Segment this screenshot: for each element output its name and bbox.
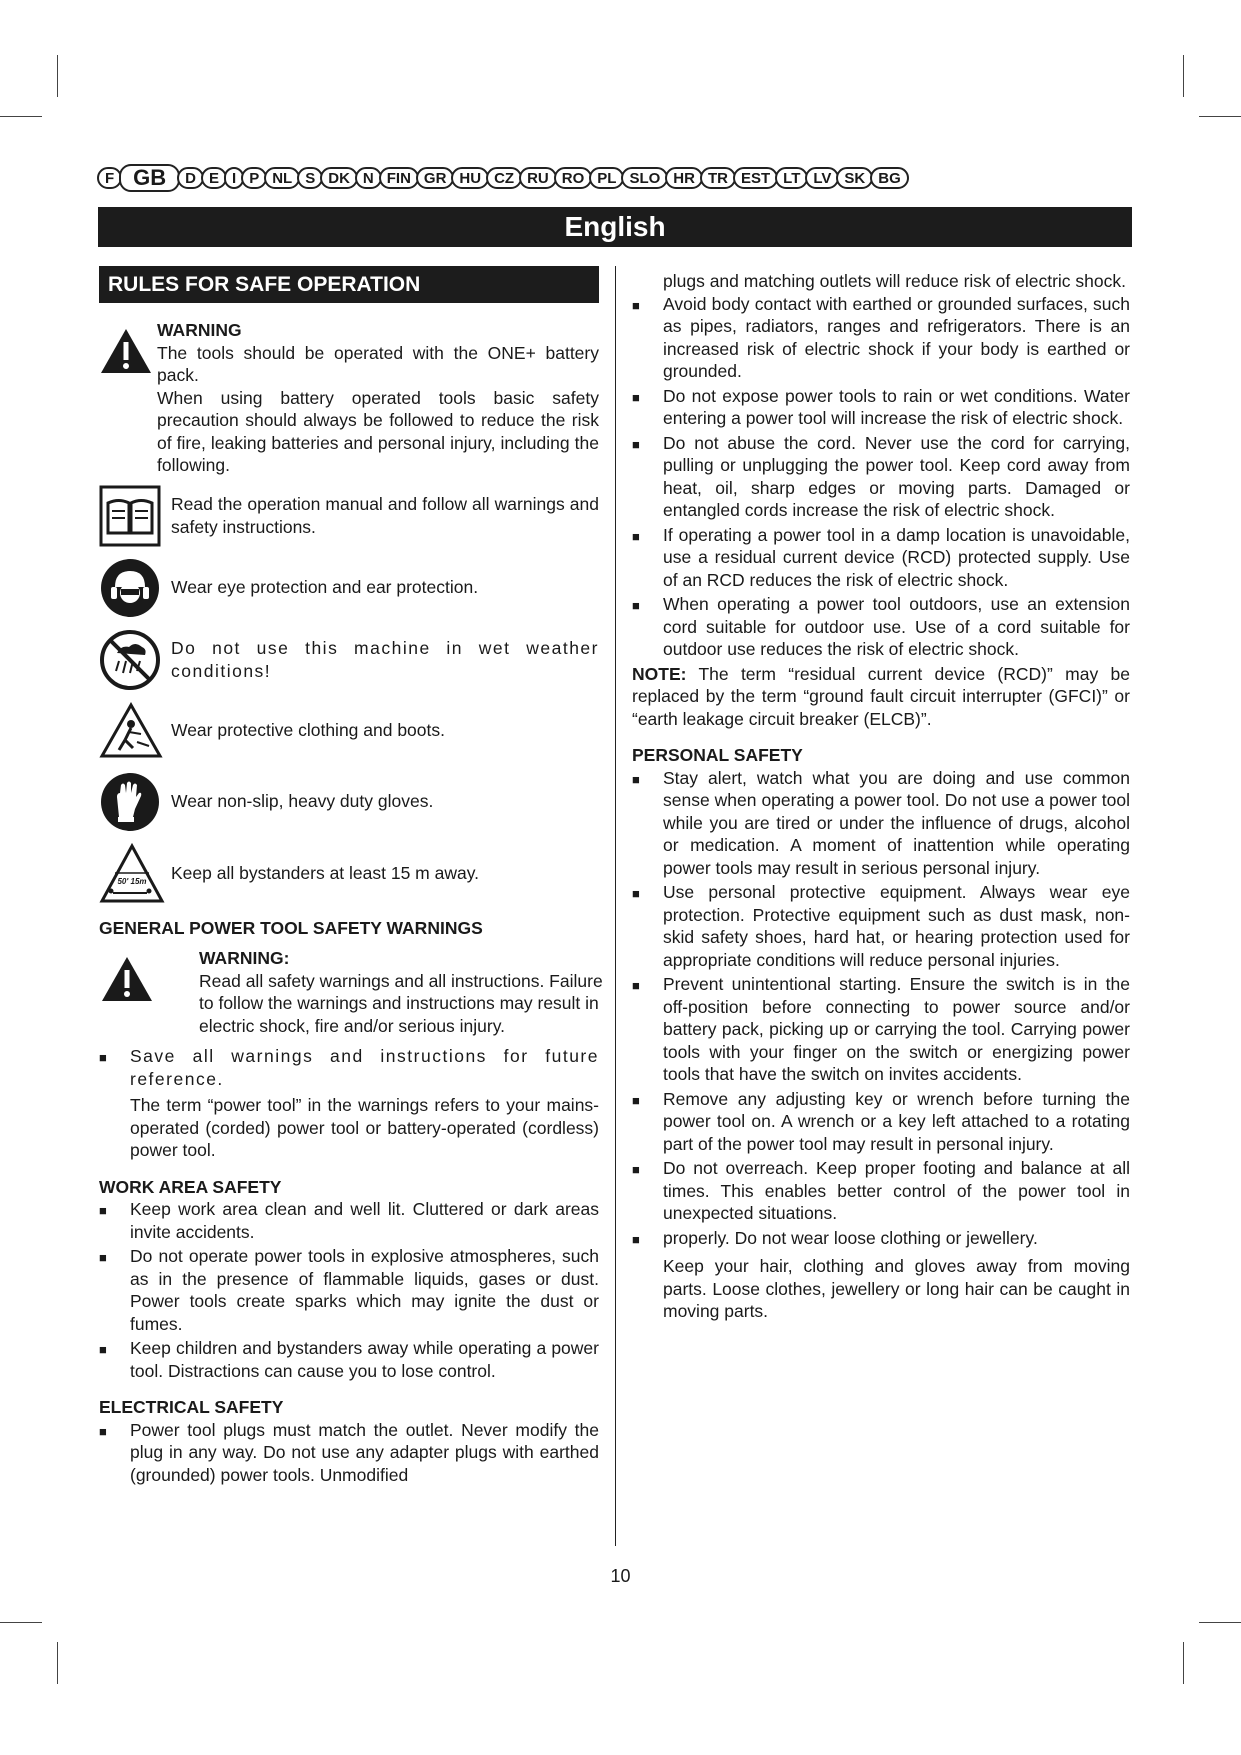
column-divider: [615, 266, 616, 1546]
warning-text: When using battery operated tools basic safety precaution should always be followed to reduce the risk of fire, leaking batteries and personal injury, including the following.: [157, 387, 599, 475]
list-item: ■ Do not abuse the cord. Never use the cord for carrying, pulling or unplugging the power tool. Keep cord away from heat, oil, sharp edges or moving parts. Damaged or entangled cords increase the risk of electric shock.: [632, 432, 1130, 520]
section-title: RULES FOR SAFE OPERATION: [99, 266, 599, 303]
protective-clothing-icon: [99, 702, 171, 760]
general-heading: GENERAL POWER TOOL SAFETY WARNINGS: [99, 917, 483, 938]
gloves-icon: [99, 771, 171, 833]
symbol-row: [99, 485, 599, 547]
bullet-mark: ■: [99, 1203, 107, 1218]
symbol-text: Wear non-slip, heavy duty gloves.: [171, 791, 434, 812]
bullet-mark: ■: [632, 771, 640, 787]
personal-safety-heading: PERSONAL SAFETY: [632, 745, 803, 765]
symbol-text: Wear eye protection and ear protection.: [171, 577, 479, 598]
language-tab-sk[interactable]: SK: [836, 167, 873, 189]
language-tab-d[interactable]: D: [177, 167, 204, 189]
right-column: [632, 270, 1130, 1323]
bullet-mark: ■: [632, 886, 640, 901]
list-item: ■ Do not operate power tools in explosive atmospheres, such as in the presence of flammable liquids, gases or dust. Power tools create sparks which may ignite the dust or fumes.: [99, 1246, 599, 1334]
language-tab-nl[interactable]: NL: [264, 167, 300, 189]
list-item: ■ Use personal protective equipment. Always wear eye protection. Protective equipment such as dust mask, non-skid safety shoes, hard hat, or hearing protection used for appropriate conditions will reduce personal injuries.: [632, 882, 1130, 970]
language-selector: [97, 164, 1129, 192]
warning-text: Read all safety warnings and all instructions. Failure to follow the warnings and instructions may result in electric shock, fire and/or serious injury.: [199, 970, 603, 1036]
list-item: ■ Avoid body contact with earthed or grounded surfaces, such as pipes, radiators, ranges and refrigerators. There is an increased risk of electric shock if your body is earthed or grounded.: [632, 293, 1130, 381]
bullet-mark: ■: [632, 1092, 640, 1108]
list-item: ■ Remove any adjusting key or wrench before turning the power tool on. A wrench or a key left attached to a rotating part of the power tool may result in personal injury.: [632, 1088, 1130, 1154]
warning-triangle-icon: [99, 319, 157, 477]
crop-mark: [1183, 55, 1184, 97]
crop-mark: [1199, 116, 1241, 117]
symbol-text: Keep all bystanders at least 15 m away.: [171, 863, 480, 884]
list-item: ■ Do not expose power tools to rain or wet conditions. Water entering a power tool will increase the risk of electric shock.: [632, 385, 1130, 428]
crop-mark: [0, 116, 42, 117]
bullet-mark: ■: [99, 1342, 107, 1357]
bullet-mark: ■: [632, 978, 640, 993]
bullet-mark: ■: [99, 1423, 107, 1439]
language-banner: English: [98, 207, 1132, 247]
list-item: ■ properly. Do not wear loose clothing or jewellery.: [632, 1227, 1130, 1252]
language-tab-gr[interactable]: GR: [416, 167, 455, 189]
warning-triangle-icon: [99, 947, 199, 1037]
paragraph: The term “power tool” in the warnings refers to your mains-operated (corded) power tool or battery-operated (cordless) power tool.: [130, 1095, 599, 1160]
warning-text: The tools should be operated with the ONE+ battery pack.: [157, 342, 599, 385]
page-number: 10: [610, 1566, 631, 1586]
language-tab-ru[interactable]: RU: [519, 167, 557, 189]
list-item: ■ Keep children and bystanders away while operating a power tool. Distractions can cause you to lose control.: [99, 1338, 599, 1381]
symbol-row: [99, 701, 599, 761]
list-item: ■ When operating a power tool outdoors, use an extension cord suitable for outdoor use. Use of a cord suitable for outdoor use reduces the risk of electric shock.: [632, 594, 1130, 659]
bullet-mark: ■: [99, 1250, 107, 1265]
language-tab-lv[interactable]: LV: [805, 167, 839, 189]
symbol-text: Wear protective clothing and boots.: [171, 720, 446, 741]
language-tab-ro[interactable]: RO: [554, 167, 593, 189]
crop-mark: [0, 1622, 42, 1623]
manual-book-icon: [99, 485, 171, 547]
language-tab-est[interactable]: EST: [733, 167, 778, 189]
crop-mark: [57, 55, 58, 97]
eye-ear-protection-icon: [99, 557, 171, 619]
symbol-text: Do not use this machine in wet weather conditions!: [171, 638, 599, 681]
bullet-mark: ■: [632, 297, 640, 313]
crop-mark: [1199, 1622, 1241, 1623]
electrical-heading: ELECTRICAL SAFETY: [99, 1397, 284, 1417]
list-item: ■ Power tool plugs must match the outlet. Never modify the plug in any way. Do not use any adapter plugs with earthed (grounded) power tools. Unmodified: [99, 1419, 599, 1485]
list-item: ■ If operating a power tool in a damp location is unavoidable, use a residual current device (RCD) protected supply. Use of an RCD reduces the risk of electric shock.: [632, 524, 1130, 590]
symbol-text: Read the operation manual and follow all warnings and safety instructions.: [171, 494, 599, 537]
language-tab-bg[interactable]: BG: [870, 167, 909, 189]
language-tab-s[interactable]: S: [297, 167, 323, 189]
bullet-mark: ■: [632, 1231, 640, 1247]
note-paragraph: [632, 663, 1130, 731]
language-tab-pl[interactable]: PL: [589, 167, 624, 189]
warning-block: [99, 319, 599, 477]
bullet-mark: ■: [632, 436, 640, 452]
crop-mark: [1183, 1642, 1184, 1684]
note-text: The term “residual current device (RCD)” may be replaced by the term “ground fault circuit interrupter (GFCI)” or “earth leakage circuit breaker (ELCB)”.: [632, 663, 1130, 729]
crop-mark: [57, 1642, 58, 1684]
list-item: ■ Do not overreach. Keep proper footing and balance at all times. This enables better control of the power tool in unexpected situations.: [632, 1158, 1130, 1223]
list-item: ■ Save all warnings and instructions for future reference.: [99, 1046, 599, 1089]
bystanders-distance-icon: [99, 843, 171, 905]
language-tab-n[interactable]: N: [355, 167, 382, 189]
language-tab-i[interactable]: I: [224, 167, 244, 189]
bullet-mark: ■: [99, 1050, 107, 1065]
language-tab-slo[interactable]: SLO: [621, 167, 668, 189]
list-item: ■ Prevent unintentional starting. Ensure the switch is in the off-position before connecting to power source and/or battery pack, picking up or carrying the tool. Carrying power tools with your finger on the switch or energizing power tools that have the switch on invites accidents.: [632, 974, 1130, 1084]
symbol-row: [99, 629, 599, 691]
language-tab-dk[interactable]: DK: [320, 167, 358, 189]
paragraph: plugs and matching outlets will reduce risk of electric shock.: [663, 271, 1126, 291]
list-item: ■ Stay alert, watch what you are doing and use common sense when operating a power tool. Do not use a power tool while you are tired or under the influence of drugs, alcohol or medication. A moment of inattention while operating power tools may result in serious personal injury.: [632, 767, 1130, 878]
distance-label: 50' 15m: [117, 876, 147, 886]
language-tab-hr[interactable]: HR: [665, 167, 703, 189]
language-tab-e[interactable]: E: [201, 167, 227, 189]
symbol-row: [99, 557, 599, 619]
paragraph: Keep your hair, clothing and gloves away from moving parts. Loose clothes, jewellery or long hair can be caught in moving parts.: [663, 1256, 1130, 1321]
bullet-mark: ■: [632, 1162, 640, 1177]
bullet-mark: ■: [632, 598, 640, 613]
warning-block: [99, 947, 603, 1037]
language-tab-lt[interactable]: LT: [775, 167, 808, 189]
list-item: ■ Keep work area clean and well lit. Cluttered or dark areas invite accidents.: [99, 1199, 599, 1242]
symbol-row: [99, 771, 599, 833]
no-rain-icon: [99, 629, 171, 691]
language-tab-cz[interactable]: CZ: [486, 167, 522, 189]
bullet-mark: ■: [632, 528, 640, 544]
left-column: [99, 266, 603, 1488]
language-tab-f[interactable]: F: [97, 167, 122, 189]
note-label: NOTE:: [632, 663, 687, 684]
language-tab-tr[interactable]: TR: [700, 167, 736, 189]
work-area-heading: WORK AREA SAFETY: [99, 1176, 282, 1197]
warning-title: WARNING:: [199, 948, 290, 968]
language-tab-p[interactable]: P: [241, 167, 267, 189]
language-tab-hu[interactable]: HU: [451, 167, 489, 189]
symbol-row: [99, 843, 599, 905]
language-tab-gb[interactable]: GB: [119, 164, 180, 192]
warning-title: WARNING: [157, 320, 242, 340]
bullet-mark: ■: [632, 389, 640, 405]
language-tab-fin[interactable]: FIN: [379, 167, 419, 189]
